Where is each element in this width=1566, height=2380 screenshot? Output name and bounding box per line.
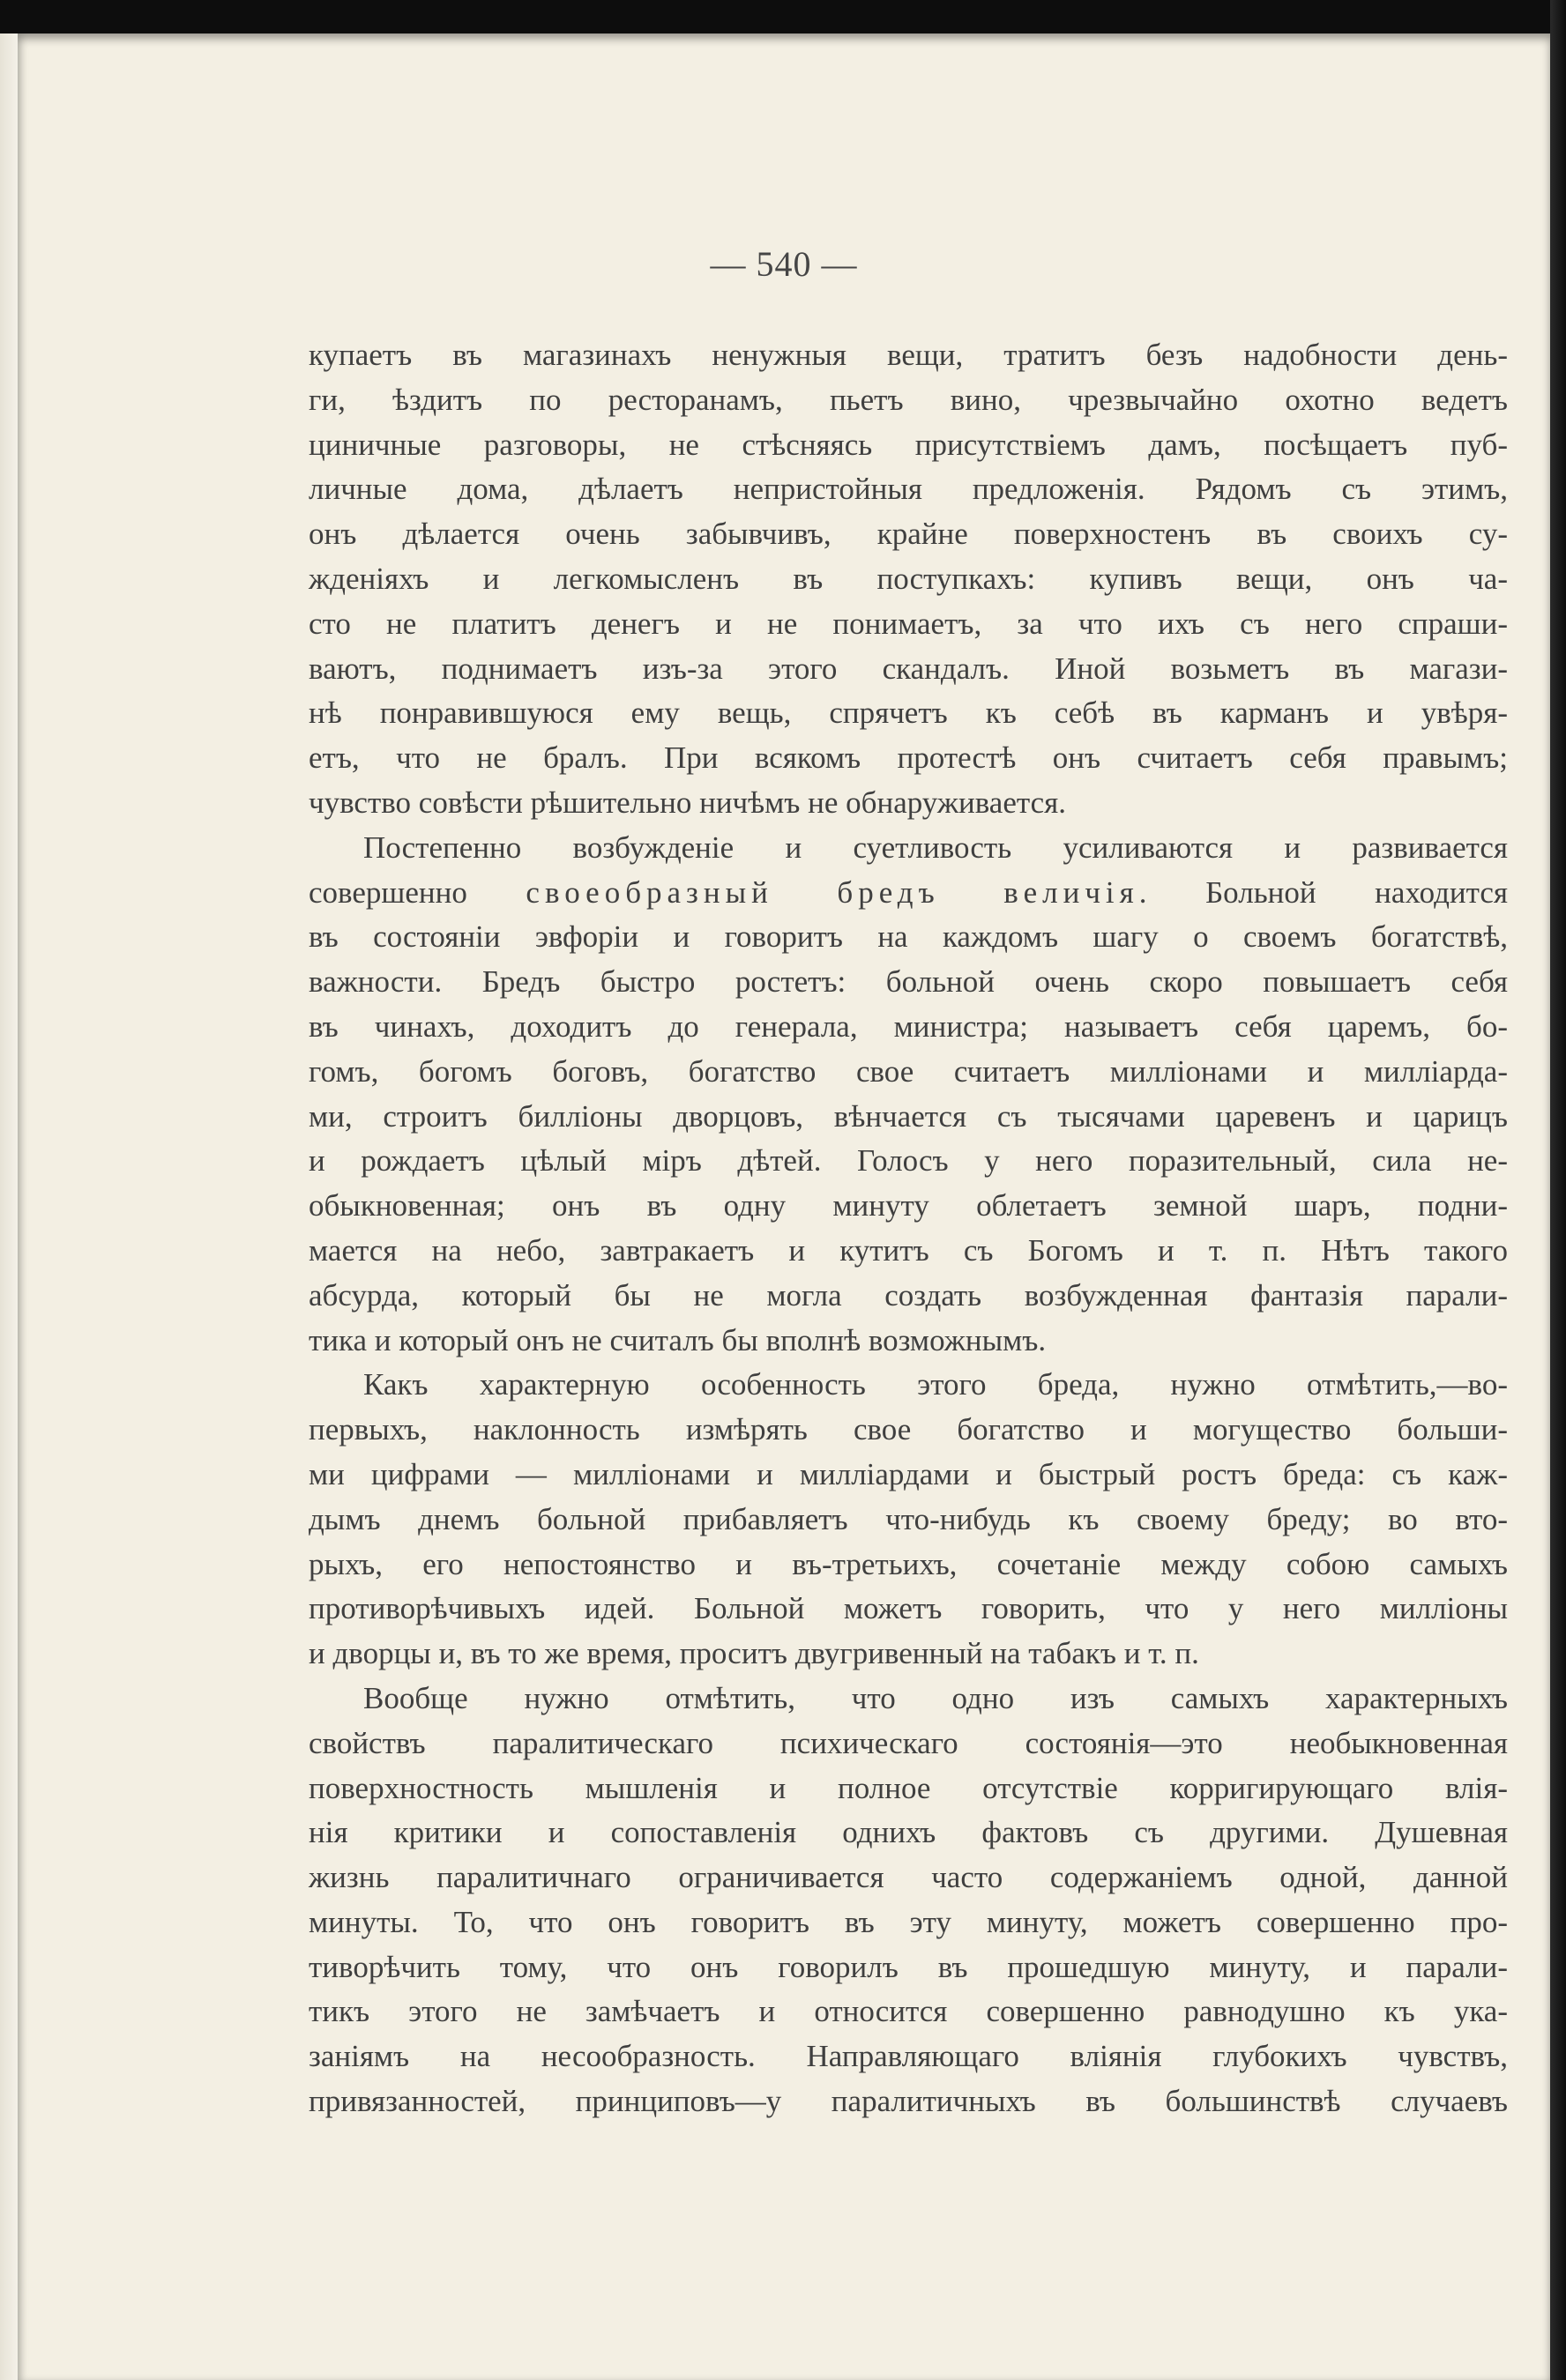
- scan-right-border: [1550, 0, 1566, 2380]
- text-line: ми, строитъ билліоны дворцовъ, вѣнчается съ тысячами царевенъ и царицъ: [309, 1098, 1508, 1134]
- text-line: противорѣчивыхъ идей. Больной можетъ говорить, что у него милліоны: [309, 1591, 1508, 1626]
- text-line: поверхностность мышленія и полное отсутствіе корригирующаго влія-: [309, 1770, 1508, 1805]
- text-line: свойствъ паралитическаго психическаго состоянія—это необыкновенная: [309, 1725, 1508, 1760]
- text-line: въ чинахъ, доходитъ до генерала, министра; называетъ себя царемъ, бо-: [309, 1008, 1508, 1044]
- page-number: — 540 —: [710, 244, 858, 284]
- text-line: Вообще нужно отмѣтить, что одно изъ самыхъ характерныхъ: [363, 1680, 1508, 1715]
- text-line: ми цифрами — милліонами и милліардами и быстрый ростъ бреда: съ каж-: [309, 1456, 1508, 1491]
- text-line: нія критики и сопоставленія однихъ фактовъ съ другими. Душевная: [309, 1815, 1508, 1850]
- text-line: важности. Бредъ быстро ростетъ: больной очень скоро повышаетъ себя: [309, 964, 1508, 1000]
- text-line: онъ дѣлается очень забывчивъ, крайне поверхностенъ въ своихъ су-: [309, 517, 1508, 552]
- text-line: чувство совѣсти рѣшительно ничѣмъ не обнаруживается.: [309, 785, 1066, 820]
- text-line: въ состояніи эвфоріи и говоритъ на каждомъ шагу о своемъ богатствѣ,: [309, 919, 1508, 955]
- text-line: жденіяхъ и легкомысленъ въ поступкахъ: купивъ вещи, онъ ча-: [309, 561, 1508, 596]
- text-line: циничные разговоры, не стѣсняясь присутствіемъ дамъ, посѣщаетъ пуб-: [309, 427, 1508, 462]
- text-line: привязанностей, принциповъ—у паралитичныхъ въ большинствѣ случаевъ: [309, 2084, 1508, 2119]
- scan-left-edge: [0, 33, 18, 2380]
- text-line: нѣ понравившуюся ему вещь, спрячетъ къ себѣ въ карманъ и увѣря-: [309, 695, 1508, 731]
- text-line: личные дома, дѣлаетъ непристойныя предложенія. Рядомъ съ этимъ,: [309, 472, 1508, 507]
- text-line: заніямъ на несообразность. Направляющаго вліянія глубокихъ чувствъ,: [309, 2039, 1508, 2074]
- emphasized-term: своеобразный бредъ величія: [526, 874, 1139, 910]
- text-line: тиворѣчить тому, что онъ говорилъ въ прошедшую минуту, и парали-: [309, 1949, 1508, 1984]
- text-line: гомъ, богомъ боговъ, богатство свое считаетъ милліонами и милліарда-: [309, 1053, 1508, 1089]
- text-line: обыкновенная; онъ въ одну минуту облетаетъ земной шаръ, подни-: [309, 1188, 1508, 1223]
- text-line: минуты. То, что онъ говоритъ въ эту минуту, можетъ совершенно про-: [309, 1904, 1508, 1939]
- text-line: и дворцы и, въ то же время, проситъ двугривенный на табакъ и т. п.: [309, 1636, 1199, 1671]
- text-line: дымъ днемъ больной прибавляетъ что-нибудь къ своему бреду; во вто-: [309, 1501, 1508, 1536]
- page-body-text: [309, 333, 1508, 2124]
- text-line: ги, ѣздитъ по ресторанамъ, пьетъ вино, чрезвычайно охотно ведетъ: [309, 382, 1508, 417]
- text-line: Какъ характерную особенность этого бреда, нужно отмѣтить,—во-: [363, 1367, 1508, 1402]
- text-line: купаетъ въ магазинахъ ненужныя вещи, тратитъ безъ надобности день-: [309, 338, 1508, 372]
- text-line: абсурда, который бы не могла создать возбужденная фантазія парали-: [309, 1277, 1508, 1313]
- text-line: мается на небо, завтракаетъ и кутитъ съ Богомъ и т. п. Нѣтъ такого: [309, 1232, 1508, 1268]
- text-line: совершенно своеобразный бредъ величія. Больной находится: [309, 874, 1509, 910]
- text-line: тикъ этого не замѣчаетъ и относится совершенно равнодушно къ ука-: [309, 1994, 1508, 2029]
- scan-top-border: [0, 0, 1566, 33]
- text-line: сто не платитъ денегъ и не понимаетъ, за что ихъ съ него спраши-: [309, 606, 1508, 641]
- text-line: рыхъ, его непостоянство и въ-третьихъ, сочетаніе между собою самыхъ: [309, 1546, 1508, 1581]
- text-line: етъ, что не бралъ. При всякомъ протестѣ онъ считаетъ себя правымъ;: [309, 740, 1508, 776]
- book-page: [18, 33, 1550, 2380]
- text-line: Постепенно возбужденіе и суетливость усиливаются и развивается: [363, 829, 1508, 865]
- text-line: ваютъ, поднимаетъ изъ-за этого скандалъ. Иной возьметъ въ магази-: [309, 651, 1508, 686]
- text-line: первыхъ, наклонность измѣрять свое богатство и могущество больши-: [309, 1412, 1508, 1447]
- text-line: жизнь паралитичнаго ограничивается часто содержаніемъ одной, данной: [309, 1860, 1508, 1895]
- text-line: и рождаетъ цѣлый міръ дѣтей. Голосъ у него поразительный, сила не-: [309, 1143, 1508, 1179]
- text-line: тика и который онъ не считалъ бы вполнѣ возможнымъ.: [309, 1322, 1047, 1357]
